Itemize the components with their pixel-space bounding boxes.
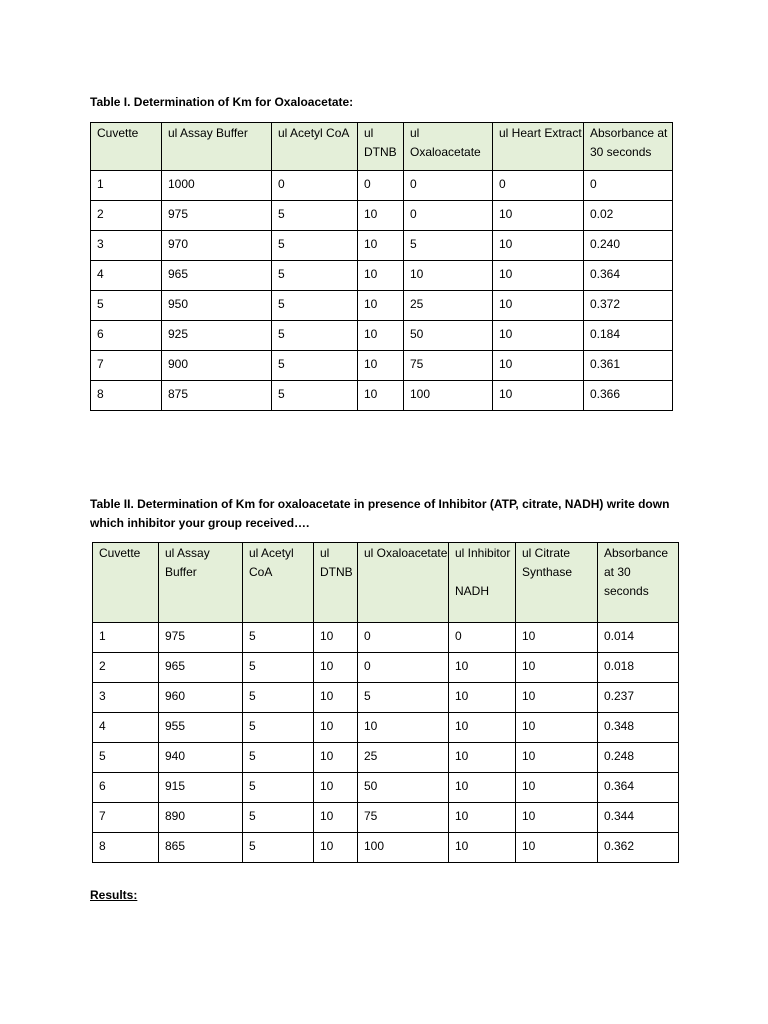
table-cell: 10 (449, 803, 516, 833)
table-cell: 10 (358, 381, 404, 411)
table-row (93, 653, 679, 683)
table2 (92, 542, 679, 863)
table-cell: 0 (358, 171, 404, 201)
table1-header-cell: Cuvette (91, 123, 162, 171)
table-cell: 10 (516, 683, 598, 713)
table-row (93, 803, 679, 833)
table-cell: 0.248 (598, 743, 679, 773)
table-row (91, 171, 673, 201)
table-cell: 0.02 (584, 201, 673, 231)
table-cell: 5 (243, 773, 314, 803)
table-cell: 10 (493, 201, 584, 231)
table-cell: 5 (272, 231, 358, 261)
table-cell: 0.240 (584, 231, 673, 261)
table-cell: 900 (162, 351, 272, 381)
table2-header-cell: ul Acetyl CoA (243, 543, 314, 623)
table-cell: 960 (159, 683, 243, 713)
table-cell: 965 (162, 261, 272, 291)
table-cell: 10 (404, 261, 493, 291)
table-cell: 10 (358, 291, 404, 321)
table-cell: 10 (358, 231, 404, 261)
table-cell: 5 (243, 623, 314, 653)
table-cell: 10 (314, 743, 358, 773)
table-cell: 10 (449, 833, 516, 863)
table-cell: 0 (358, 623, 449, 653)
table1-header-cell: ul Heart Extract (493, 123, 584, 171)
table-row (91, 321, 673, 351)
table-cell: 1000 (162, 171, 272, 201)
table-cell: 5 (243, 683, 314, 713)
table-cell: 0 (449, 623, 516, 653)
table-cell: 5 (243, 833, 314, 863)
table2-header-cell: Cuvette (93, 543, 159, 623)
table-row (91, 381, 673, 411)
table-cell: 970 (162, 231, 272, 261)
table-cell: 100 (404, 381, 493, 411)
table-cell: 5 (358, 683, 449, 713)
table-cell: 940 (159, 743, 243, 773)
table2-inhibitor-note: NADH (455, 584, 490, 598)
table-cell: 0 (493, 171, 584, 201)
table-row (93, 743, 679, 773)
table-row (93, 773, 679, 803)
table-cell: 0 (358, 653, 449, 683)
table1-body (91, 171, 673, 411)
table-cell: 75 (358, 803, 449, 833)
table-cell: 5 (243, 743, 314, 773)
table-row (91, 351, 673, 381)
table-cell: 2 (91, 201, 162, 231)
table2-header-cell: Absorbance at 30 seconds (598, 543, 679, 623)
table1-header-cell: ul Assay Buffer (162, 123, 272, 171)
table-row (91, 231, 673, 261)
table-cell: 1 (91, 171, 162, 201)
table1-caption: Table I. Determination of Km for Oxaloacetate: (90, 95, 354, 109)
table-cell: 6 (93, 773, 159, 803)
table-row (91, 201, 673, 231)
table1-header-row (91, 123, 673, 171)
table-row (93, 713, 679, 743)
table-cell: 0 (404, 201, 493, 231)
table-cell: 10 (314, 833, 358, 863)
table-cell: 0.361 (584, 351, 673, 381)
table-cell: 4 (93, 713, 159, 743)
table2-header-cell: ul Citrate Synthase (516, 543, 598, 623)
table-cell: 2 (93, 653, 159, 683)
table-cell: 3 (93, 683, 159, 713)
table-cell: 0.018 (598, 653, 679, 683)
table-cell: 7 (91, 351, 162, 381)
table-cell: 10 (516, 713, 598, 743)
table1 (90, 122, 673, 411)
table-cell: 10 (314, 623, 358, 653)
table-cell: 5 (93, 743, 159, 773)
table1-header-cell: Absorbance at 30 seconds (584, 123, 673, 171)
table-cell: 50 (404, 321, 493, 351)
table2-header-cell: ul Assay Buffer (159, 543, 243, 623)
table-cell: 6 (91, 321, 162, 351)
table-cell: 25 (404, 291, 493, 321)
table-cell: 25 (358, 743, 449, 773)
table-cell: 5 (272, 381, 358, 411)
table-cell: 0 (584, 171, 673, 201)
table1-header-cell: ul Oxaloacetate (404, 123, 493, 171)
table-cell: 5 (243, 653, 314, 683)
table-cell: 10 (516, 833, 598, 863)
table2-header-row (93, 543, 679, 623)
table-cell: 10 (358, 321, 404, 351)
table-cell: 10 (358, 201, 404, 231)
table-cell: 10 (449, 653, 516, 683)
table-cell: 0.348 (598, 713, 679, 743)
table-row (93, 833, 679, 863)
table-cell: 5 (404, 231, 493, 261)
table-cell: 5 (91, 291, 162, 321)
table-cell: 10 (516, 773, 598, 803)
table-cell: 875 (162, 381, 272, 411)
table2-caption: Table II. Determination of Km for oxaloacetate in presence of Inhibitor (ATP, citrate, NADH) write down which inhibitor your group received…. (90, 497, 670, 530)
table-cell: 5 (272, 201, 358, 231)
table-cell: 10 (516, 653, 598, 683)
table-cell: 10 (314, 653, 358, 683)
table-cell: 0.362 (598, 833, 679, 863)
table-cell: 0.237 (598, 683, 679, 713)
table-cell: 10 (314, 803, 358, 833)
table-cell: 965 (159, 653, 243, 683)
table-cell: 10 (493, 351, 584, 381)
table-cell: 10 (358, 351, 404, 381)
table-cell: 0 (404, 171, 493, 201)
table1-header-cell: ul DTNB (358, 123, 404, 171)
table-cell: 975 (159, 623, 243, 653)
table-row (93, 623, 679, 653)
table-cell: 5 (272, 291, 358, 321)
table-cell: 0 (272, 171, 358, 201)
table-cell: 10 (493, 381, 584, 411)
table-cell: 8 (93, 833, 159, 863)
table2-header-cell (449, 543, 516, 623)
table2-header-cell: ul DTNB (314, 543, 358, 623)
table-cell: 10 (493, 231, 584, 261)
table-row (93, 683, 679, 713)
table-cell: 955 (159, 713, 243, 743)
table-cell: 10 (449, 683, 516, 713)
table-cell: 10 (516, 743, 598, 773)
table-cell: 3 (91, 231, 162, 261)
table-cell: 5 (272, 261, 358, 291)
table-cell: 0.364 (584, 261, 673, 291)
table-cell: 10 (493, 321, 584, 351)
table-cell: 0.014 (598, 623, 679, 653)
table-cell: 0.364 (598, 773, 679, 803)
table-cell: 0.372 (584, 291, 673, 321)
table-cell: 10 (493, 291, 584, 321)
table-cell: 950 (162, 291, 272, 321)
table-cell: 865 (159, 833, 243, 863)
table-cell: 925 (162, 321, 272, 351)
table-cell: 10 (314, 683, 358, 713)
table2-header-cell: ul Oxaloacetate (358, 543, 449, 623)
table-cell: 975 (162, 201, 272, 231)
table2-body (93, 623, 679, 863)
table-cell: 10 (358, 261, 404, 291)
table-cell: 10 (493, 261, 584, 291)
table-cell: 100 (358, 833, 449, 863)
table1-header-cell: ul Acetyl CoA (272, 123, 358, 171)
table-cell: 5 (243, 803, 314, 833)
table-cell: 50 (358, 773, 449, 803)
table-row (91, 261, 673, 291)
table-cell: 0.184 (584, 321, 673, 351)
table-cell: 4 (91, 261, 162, 291)
table-cell: 10 (314, 773, 358, 803)
table-cell: 0.344 (598, 803, 679, 833)
table2-inhibitor-header: ul Inhibitor (455, 546, 511, 560)
table-cell: 10 (516, 803, 598, 833)
table-cell: 1 (93, 623, 159, 653)
table-cell: 8 (91, 381, 162, 411)
table-row (91, 291, 673, 321)
table-cell: 75 (404, 351, 493, 381)
table-cell: 10 (314, 713, 358, 743)
table-cell: 10 (516, 623, 598, 653)
table-cell: 0.366 (584, 381, 673, 411)
table-cell: 915 (159, 773, 243, 803)
table-cell: 10 (358, 713, 449, 743)
table-cell: 890 (159, 803, 243, 833)
table-cell: 10 (449, 743, 516, 773)
table-cell: 5 (272, 351, 358, 381)
table-cell: 5 (272, 321, 358, 351)
table-cell: 7 (93, 803, 159, 833)
table-cell: 5 (243, 713, 314, 743)
table-cell: 10 (449, 773, 516, 803)
results-heading: Results: (90, 888, 138, 902)
table-cell: 10 (449, 713, 516, 743)
